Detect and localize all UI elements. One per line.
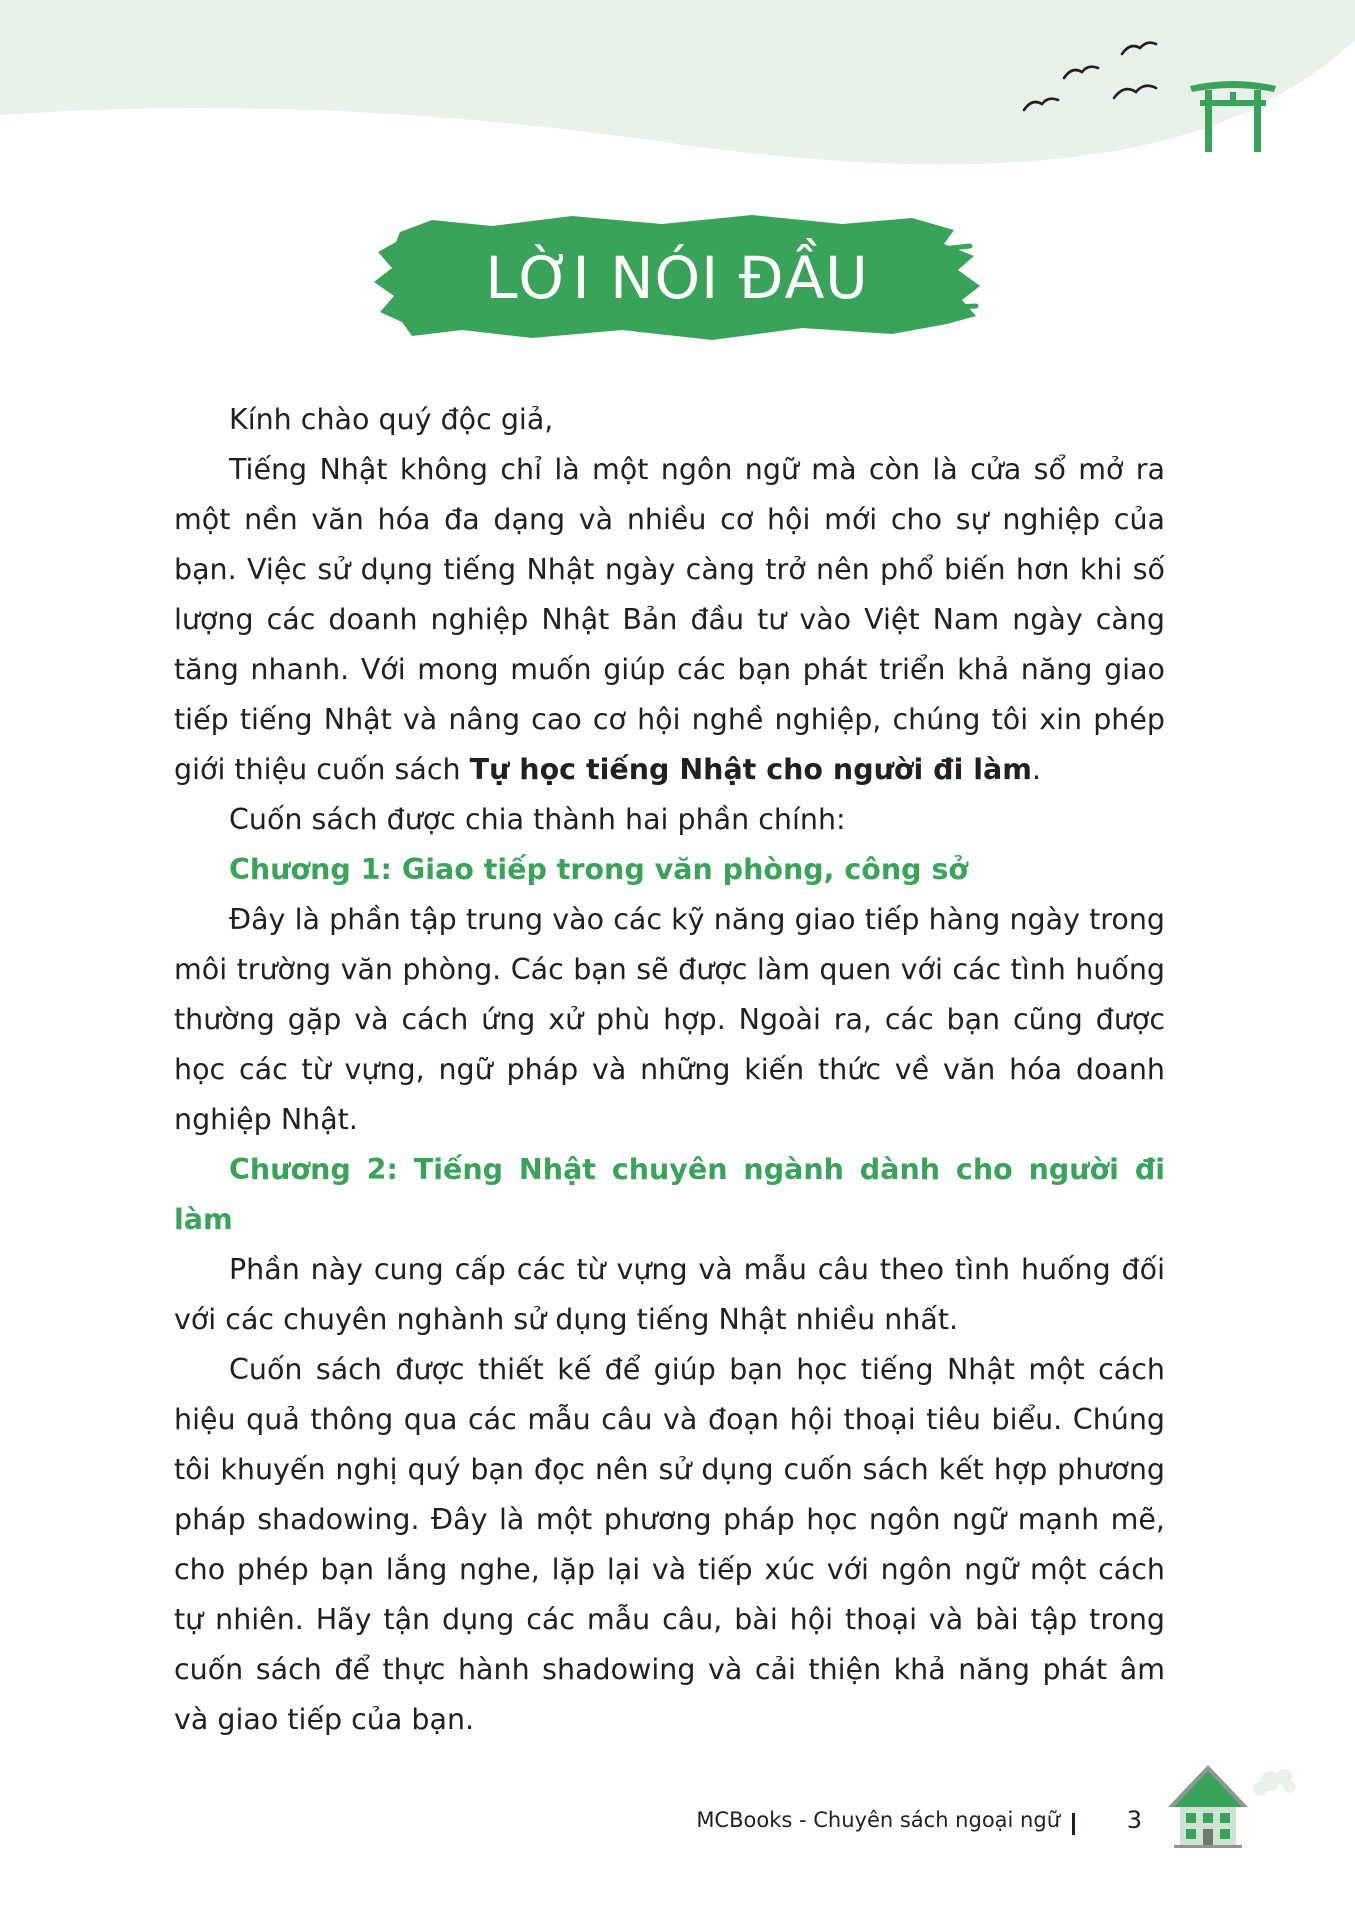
intro-text: Tiếng Nhật không chỉ là một ngôn ngữ mà còn là cửa sổ mở ra một nền văn hóa đa dạng và nhiều cơ hội mới cho sự nghiệp của bạn. Việc sử dụng tiếng Nhật ngày càng trở nên phổ biến hơn khi số lượng các doanh nghiệp Nhật Bản đầu tư vào Việt Nam ngày càng tăng nhanh. Với mong muốn giúp các bạn phát triển khả năng giao tiếp tiếng Nhật và nâng cao cơ hội nghề nghiệp, chúng tôi xin phép giới thiệu cuốn sách [174, 453, 1165, 786]
page-title: LỜI NÓI ĐẦU [485, 243, 869, 312]
book-title: Tự học tiếng Nhật cho người đi làm [469, 753, 1032, 786]
chapter2-paragraph: Phần này cung cấp các từ vựng và mẫu câu theo tình huống đối với các chuyên nghành sử dụng tiếng Nhật nhiều nhất. [174, 1253, 1165, 1336]
publisher-label: MCBooks - Chuyên sách ngoại ngữ [696, 1808, 1060, 1832]
chapter1-paragraph: Đây là phần tập trung vào các kỹ năng giao tiếp hàng ngày trong môi trường văn phòng. Các bạn sẽ được làm quen với các tình huống thường gặp và cách ứng xử phù hợp. Ngoài ra, các bạn cũng được học các từ vựng, ngữ pháp và những kiến thức về văn hóa doanh nghiệp Nhật. [174, 903, 1165, 1136]
chapter2-heading: Chương 2: Tiếng Nhật chuyên ngành dành cho người đi làm [174, 1153, 1165, 1236]
structure-intro-paragraph: Cuốn sách được chia thành hai phần chính: [229, 803, 846, 836]
page-footer [690, 1808, 1160, 1842]
chapter1-heading: Chương 1: Giao tiếp trong văn phòng, công sở [229, 853, 969, 886]
greeting-paragraph: Kính chào quý độc giả, [229, 403, 554, 436]
house-icon [1150, 1755, 1300, 1855]
intro-paragraph [174, 445, 1165, 795]
torii-gate-icon [1188, 78, 1278, 153]
intro-end: . [1031, 753, 1042, 786]
birds-icon [1020, 30, 1190, 140]
footer-divider [1072, 1813, 1075, 1835]
closing-paragraph: Cuốn sách được thiết kế để giúp bạn học tiếng Nhật một cách hiệu quả thông qua các mẫu câu và đoạn hội thoại tiêu biểu. Chúng tôi khuyến nghị quý bạn đọc nên sử dụng cuốn sách kết hợp phương pháp shadowing. Đây là một phương pháp học ngôn ngữ mạnh mẽ, cho phép bạn lắng nghe, lặp lại và tiếp xúc với ngôn ngữ một cách tự nhiên. Hãy tận dụng các mẫu câu, bài hội thoại và bài tập trong cuốn sách để thực hành shadowing và cải thiện khả năng phát âm và giao tiếp của bạn. [174, 1353, 1165, 1736]
page-number: 3 [1126, 1806, 1142, 1834]
preface-body [174, 395, 1165, 1745]
